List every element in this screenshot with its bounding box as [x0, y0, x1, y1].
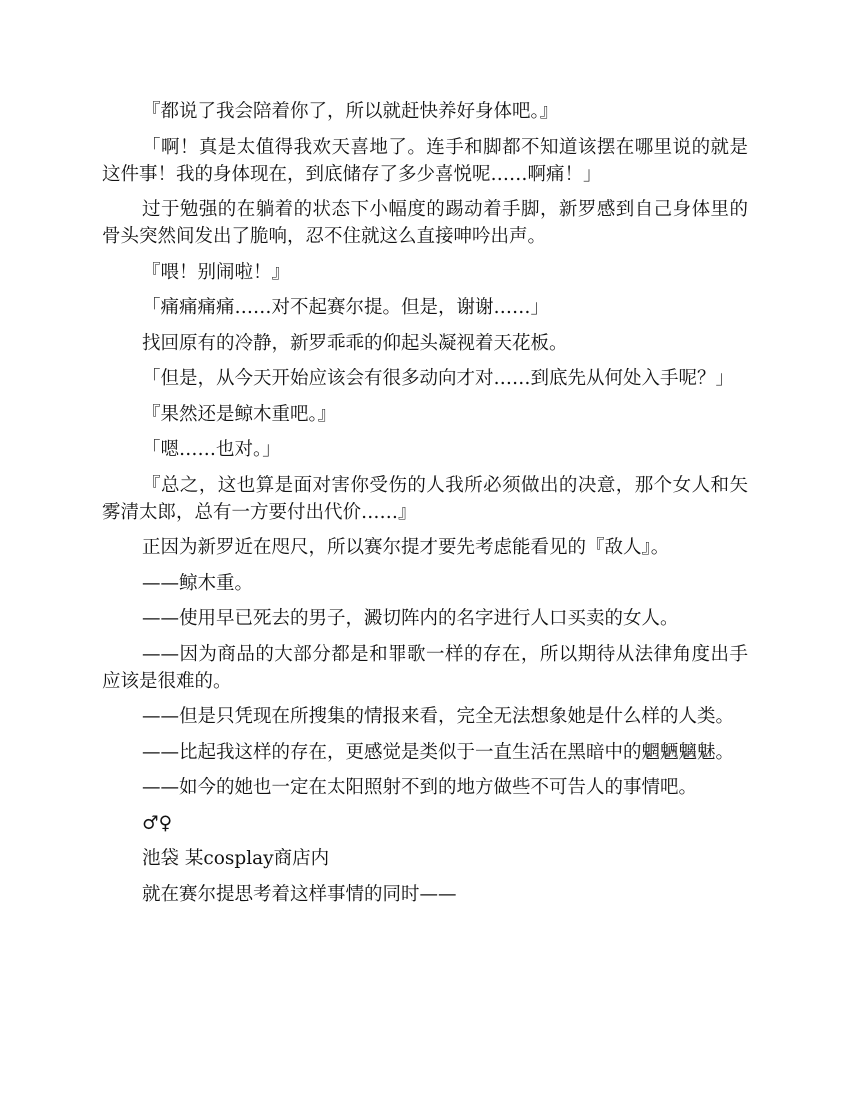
- paragraph-16: ——比起我这样的存在，更感觉是类似于一直生活在黑暗中的魍魉魑魅。: [142, 741, 735, 763]
- document-page: [102, 98, 748, 916]
- paragraph-2: 「啊！真是太值得我欢天喜地了。连手和脚都不知道该摆在哪里说的就是这件事！我的身体现在，到底储存了多少喜悦呢……啊痛！」: [102, 136, 748, 185]
- scene-location: 池袋 某cosplay商店内: [142, 848, 330, 869]
- paragraph-13: ——使用早已死去的男子，澱切阵内的名字进行人口买卖的女人。: [142, 608, 679, 629]
- paragraph-8: 『果然还是鲸木重吧。』: [142, 403, 337, 425]
- paragraph-12: ——鲸木重。: [142, 572, 254, 594]
- paragraph-6: 找回原有的冷静，新罗乖乖的仰起头凝视着天花板。: [142, 332, 568, 354]
- paragraph-9: 「嗯……也对。」: [142, 439, 281, 460]
- paragraph-1: 『都说了我会陪着你了，所以就赶快养好身体吧。』: [142, 101, 559, 122]
- paragraph-3: 过于勉强的在躺着的状态下小幅度的踢动着手脚，新罗感到自己身体里的骨头突然间发出了脆响，忍不住就这么直接呻吟出声。: [102, 199, 748, 247]
- paragraph-17: ——如今的她也一定在太阳照射不到的地方做些不可告人的事情吧。: [142, 777, 698, 798]
- paragraph-10: 『总之，这也算是面对害你受伤的人我所必须做出的决意，那个女人和矢雾清太郎，总有一方要付出代价……』: [102, 474, 748, 523]
- paragraph-4: 『喂！别闹啦！』: [142, 261, 291, 283]
- paragraph-15: ——但是只凭现在所搜集的情报来看，完全无法想象她是什么样的人类。: [142, 706, 735, 727]
- paragraph-14: ——因为商品的大部分都是和罪歌一样的存在，所以期待从法律角度出手应该是很难的。: [102, 643, 748, 692]
- scene-break-symbol: ♂♀: [142, 812, 173, 834]
- paragraph-11: 正因为新罗近在咫尺，所以赛尔提才要先考虑能看见的『敌人』。: [142, 537, 670, 558]
- paragraph-20: 就在赛尔提思考着这样事情的同时——: [142, 883, 457, 905]
- paragraph-5: 「痛痛痛痛……对不起赛尔提。但是，谢谢……」: [142, 297, 550, 318]
- paragraph-7: 「但是，从今天开始应该会有很多动向才对……到底先从何处入手呢？」: [142, 368, 735, 389]
